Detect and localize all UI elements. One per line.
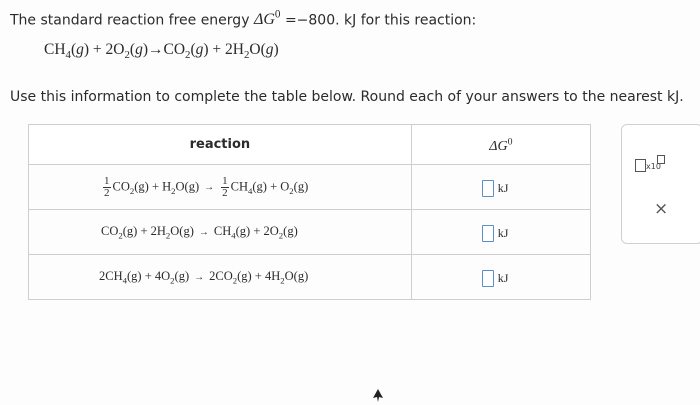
intro-text: The standard reaction free energy: [10, 12, 250, 29]
delta-g-symbol: ΔG: [253, 11, 275, 29]
exponent-box-icon: [657, 155, 665, 164]
delta-g-value: =−800. kJ for this reaction:: [284, 12, 477, 29]
problem-statement: [10, 9, 476, 29]
unit-label: kJ: [497, 180, 509, 195]
delta-g-header-symbol: ΔG: [489, 138, 508, 154]
reaction-1: $\frac{1}{2}$ $CO_2(g) + H_2O(g)$ → $\frac{1}{2}$ $CH_4(g) + O_2(g)$: [29, 165, 412, 210]
tool-panel: [621, 124, 700, 244]
answer-cell-1: [411, 165, 590, 210]
answer-cell-2: [411, 210, 590, 255]
reaction-column-header: reaction: [29, 125, 412, 165]
table-row: [29, 210, 591, 255]
x10-label: x10: [646, 162, 661, 171]
table-row: [29, 255, 591, 300]
main-reaction-equation: $CH_4(g) + 2O_2(g)\to CO_2(g) + 2H_2O(g)$: [44, 41, 279, 62]
reaction-table: [28, 124, 591, 300]
delta-g-input-2[interactable]: [482, 225, 494, 242]
unit-label: kJ: [497, 225, 509, 240]
answer-cell-3: [411, 255, 590, 300]
unit-label: kJ: [497, 270, 509, 285]
table-row: [29, 165, 591, 210]
delta-g-column-header: [411, 125, 590, 165]
reaction-3: $2CH_4(g) + 4O_2(g) \to 2CO_2(g) + 4H_2O(g)$: [29, 255, 412, 300]
instruction-text: Use this information to complete the table below. Round each of your answers to the nearest kJ.: [10, 89, 684, 105]
mantissa-box-icon: [635, 159, 646, 172]
delta-g-input-1[interactable]: [482, 180, 494, 197]
reaction-2: $CO_2(g) + 2H_2O(g) \to CH_4(g) + 2O_2(g)$: [29, 210, 412, 255]
delta-g-sup: 0: [274, 9, 281, 21]
delta-g-input-3[interactable]: [482, 270, 494, 287]
delta-g-header-sup: 0: [507, 135, 513, 147]
scientific-notation-button[interactable]: [635, 155, 665, 173]
close-icon[interactable]: ×: [654, 199, 669, 219]
mouse-cursor-icon: [372, 389, 384, 403]
